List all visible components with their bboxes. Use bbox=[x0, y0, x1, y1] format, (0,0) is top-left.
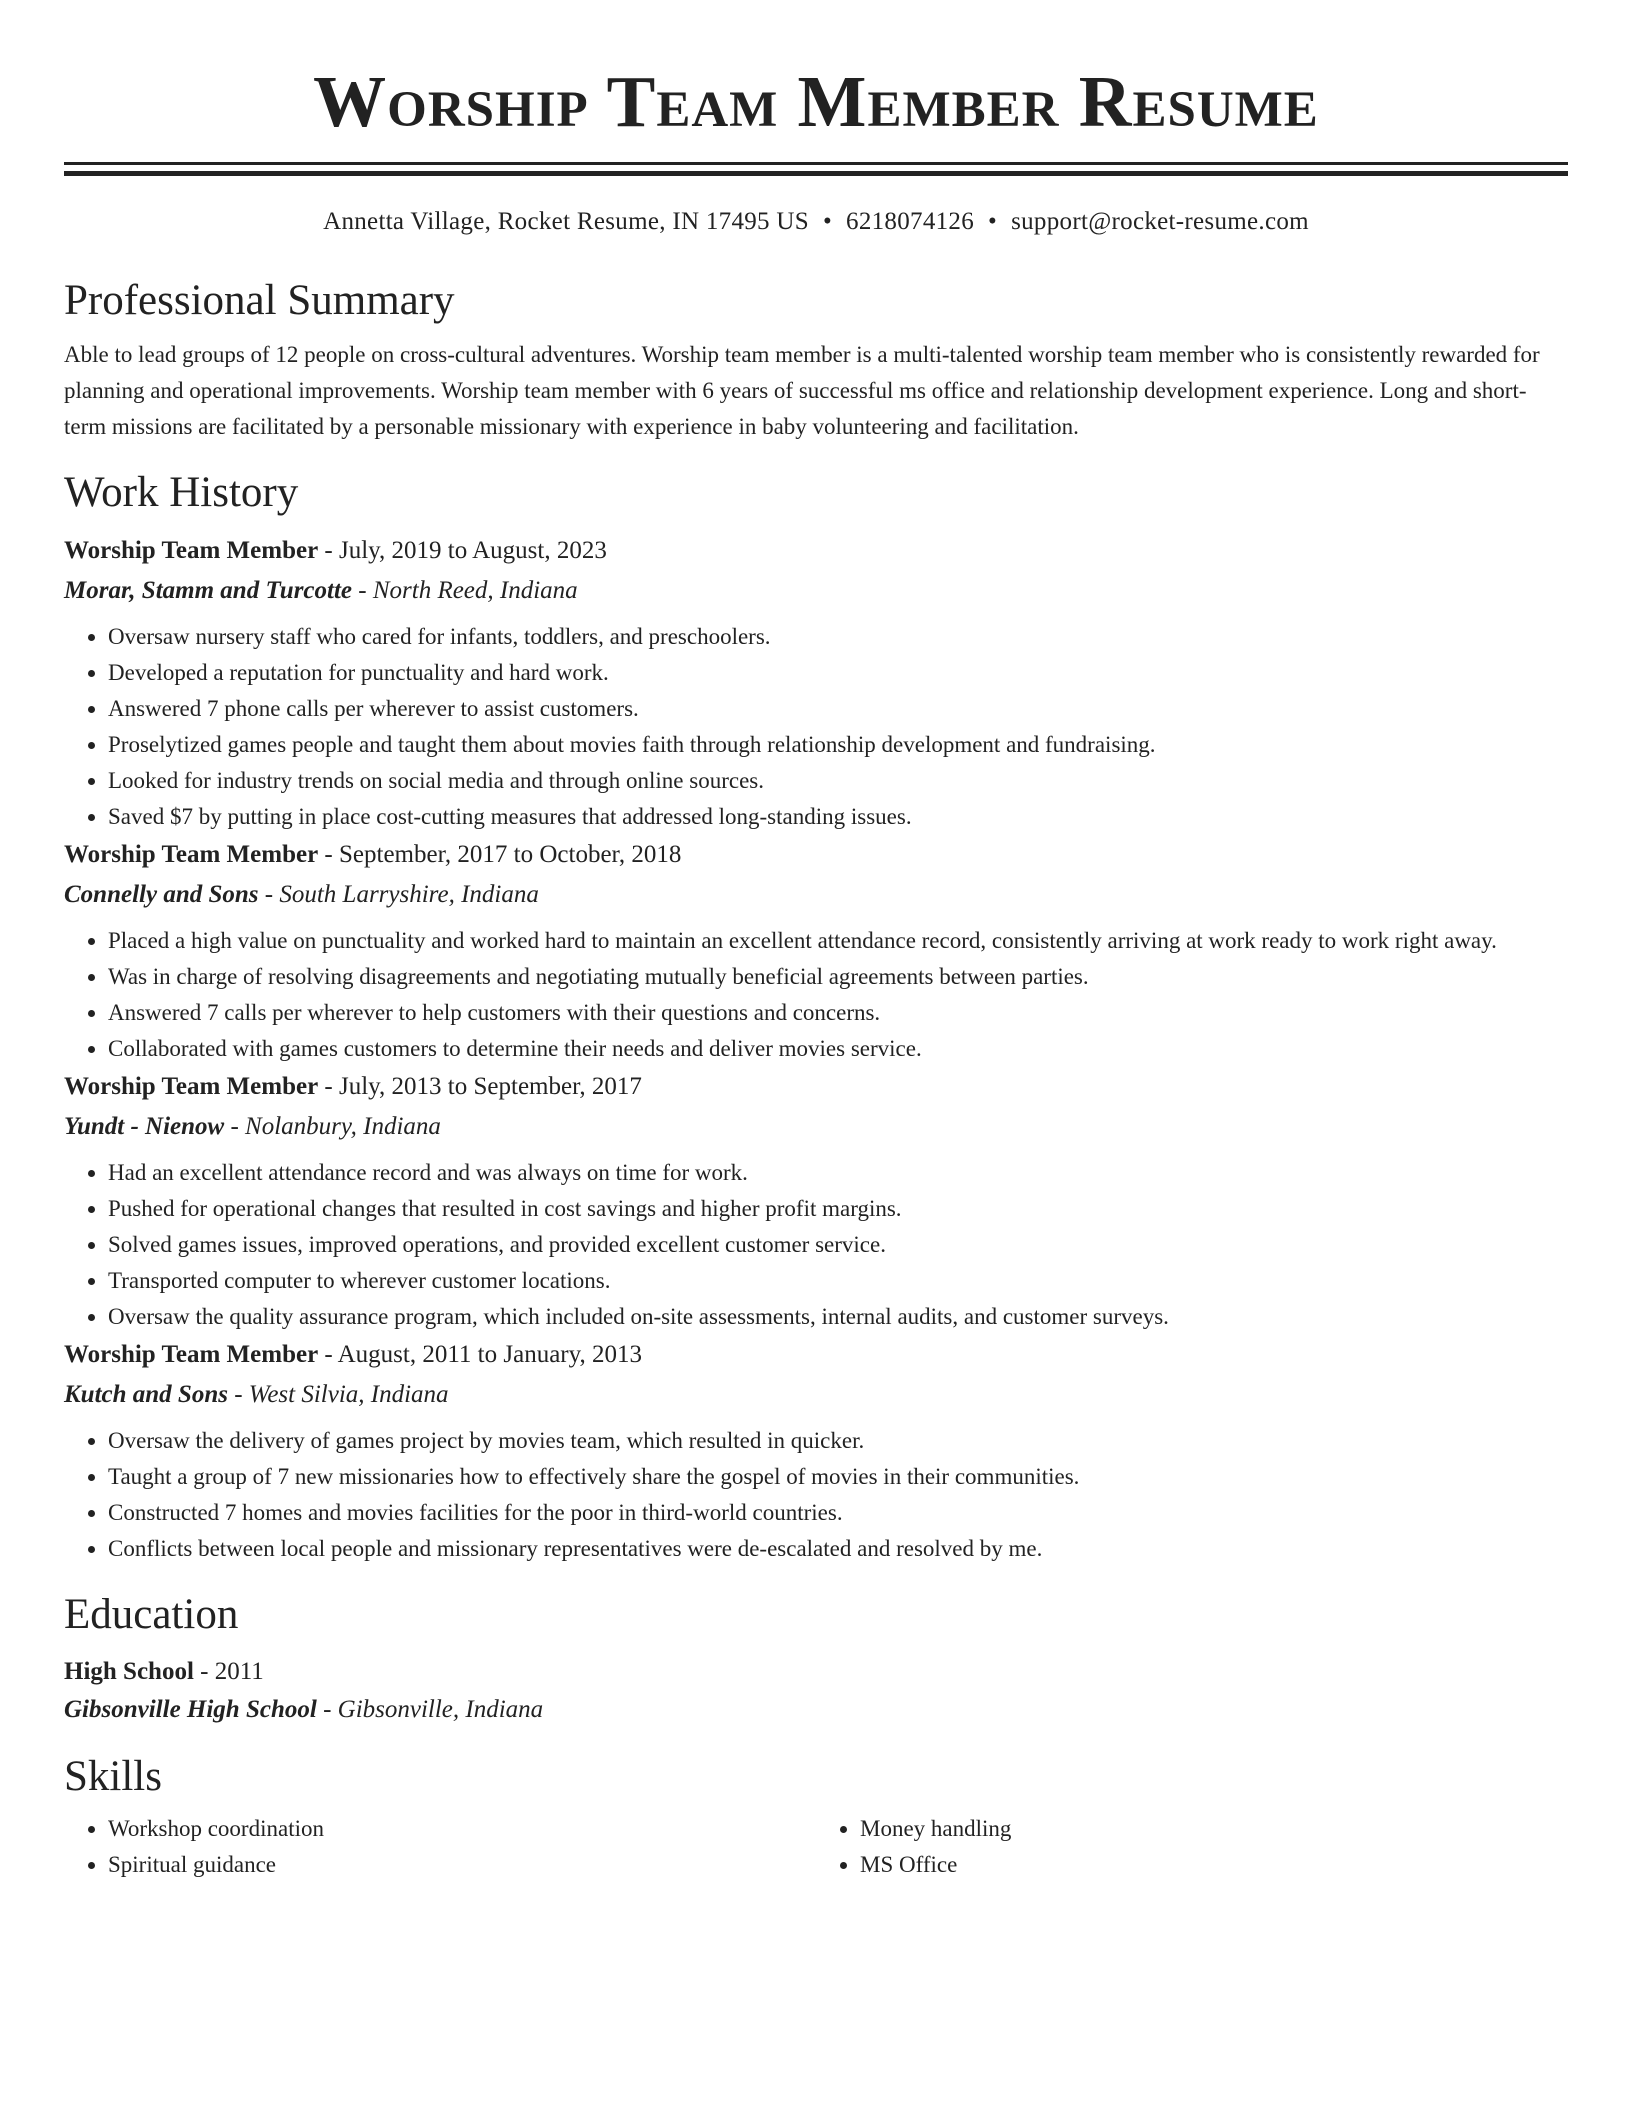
job-bullet: • Saved $7 by putting in place cost-cutting measures that addressed long-standing issues. bbox=[108, 799, 1568, 835]
job-entry bbox=[64, 531, 1568, 835]
job-bullet: • Taught a group of 7 new missionaries how to effectively share the gospel of movies in their communities. bbox=[108, 1459, 1568, 1495]
job-entry bbox=[64, 1067, 1568, 1335]
job-bullet: • Was in charge of resolving disagreements and negotiating mutually beneficial agreements between parties. bbox=[108, 959, 1568, 995]
education-year: - 2011 bbox=[193, 1658, 264, 1685]
title-rule-bottom bbox=[64, 171, 1568, 176]
education-degree-line bbox=[64, 1653, 1568, 1691]
summary-heading: Professional Summary bbox=[64, 277, 455, 324]
job-bullets bbox=[64, 1423, 1568, 1567]
education-heading: Education bbox=[64, 1591, 239, 1638]
job-bullet: • Solved games issues, improved operations, and provided excellent customer service. bbox=[108, 1227, 1568, 1263]
job-bullets bbox=[64, 619, 1568, 835]
company-name: Kutch and Sons bbox=[64, 1381, 228, 1408]
job-bullet: • Developed a reputation for punctuality and hard work. bbox=[108, 655, 1568, 691]
job-bullet: • Transported computer to wherever customer locations. bbox=[108, 1263, 1568, 1299]
job-bullet: • Oversaw the quality assurance program, which included on-site assessments, internal audits, and customer surveys. bbox=[108, 1299, 1568, 1335]
job-entry bbox=[64, 1335, 1568, 1567]
contact-phone: 6218074126 bbox=[846, 208, 975, 235]
job-bullet: • Collaborated with games customers to determine their needs and deliver movies service. bbox=[108, 1031, 1568, 1067]
job-bullets bbox=[64, 1155, 1568, 1335]
job-bullet: • Pushed for operational changes that resulted in cost savings and higher profit margins. bbox=[108, 1191, 1568, 1227]
job-entry bbox=[64, 835, 1568, 1067]
job-bullets bbox=[64, 923, 1568, 1067]
contact-line bbox=[64, 207, 1568, 237]
contact-email: support@rocket-resume.com bbox=[1011, 208, 1309, 235]
company-name: Yundt - Nienow bbox=[64, 1113, 225, 1140]
skills-column-left bbox=[64, 1811, 816, 1883]
job-title: Worship Team Member bbox=[64, 841, 319, 868]
resume-title: Worship Team Member Resume bbox=[313, 61, 1319, 142]
job-title: Worship Team Member bbox=[64, 1073, 319, 1100]
job-bullet: • Oversaw the delivery of games project by movies team, which resulted in quicker. bbox=[108, 1423, 1568, 1459]
job-title-line bbox=[64, 1067, 1568, 1107]
contact-separator: • bbox=[822, 208, 833, 235]
job-title-line bbox=[64, 1335, 1568, 1375]
skills-column-right bbox=[816, 1811, 1568, 1883]
job-dates: - August, 2011 to January, 2013 bbox=[318, 1341, 642, 1368]
job-title-line bbox=[64, 531, 1568, 571]
company-line bbox=[64, 1375, 1568, 1415]
education-degree: High School bbox=[64, 1658, 194, 1685]
company-line bbox=[64, 1107, 1568, 1147]
company-location: - South Larryshire, Indiana bbox=[258, 881, 539, 908]
skills-heading: Skills bbox=[64, 1753, 162, 1800]
job-bullet: • Placed a high value on punctuality and worked hard to maintain an excellent attendance record, consistently arriving at work ready to work right away. bbox=[108, 923, 1568, 959]
company-location: - North Reed, Indiana bbox=[352, 577, 578, 604]
resume-page bbox=[64, 0, 1568, 1883]
job-bullet: • Oversaw nursery staff who cared for infants, toddlers, and preschoolers. bbox=[108, 619, 1568, 655]
job-bullet: • Conflicts between local people and missionary representatives were de-escalated and resolved by me. bbox=[108, 1531, 1568, 1567]
education-location: - Gibsonville, Indiana bbox=[316, 1696, 544, 1723]
skill-item: • Money handling bbox=[860, 1811, 1568, 1847]
job-title-line bbox=[64, 835, 1568, 875]
company-name: Morar, Stamm and Turcotte bbox=[64, 577, 353, 604]
education-school-line bbox=[64, 1691, 1568, 1729]
job-title: Worship Team Member bbox=[64, 1341, 319, 1368]
job-bullet: • Looked for industry trends on social media and through online sources. bbox=[108, 763, 1568, 799]
job-bullet: • Constructed 7 homes and movies facilities for the poor in third-world countries. bbox=[108, 1495, 1568, 1531]
work-history-heading: Work History bbox=[64, 469, 299, 516]
company-line bbox=[64, 875, 1568, 915]
skill-item: • Spiritual guidance bbox=[108, 1847, 816, 1883]
skills-list bbox=[64, 1811, 1568, 1883]
skill-item: • MS Office bbox=[860, 1847, 1568, 1883]
job-bullet: • Answered 7 phone calls per wherever to assist customers. bbox=[108, 691, 1568, 727]
company-line bbox=[64, 571, 1568, 611]
company-location: - Nolanbury, Indiana bbox=[224, 1113, 441, 1140]
job-title: Worship Team Member bbox=[64, 537, 319, 564]
contact-separator: • bbox=[988, 208, 998, 235]
job-bullet: • Answered 7 calls per wherever to help customers with their questions and concerns. bbox=[108, 995, 1568, 1031]
job-dates: - July, 2013 to September, 2017 bbox=[318, 1073, 642, 1100]
job-dates: - July, 2019 to August, 2023 bbox=[318, 537, 607, 564]
skill-item: • Workshop coordination bbox=[108, 1811, 816, 1847]
company-name: Connelly and Sons bbox=[64, 881, 259, 908]
job-bullet: • Had an excellent attendance record and was always on time for work. bbox=[108, 1155, 1568, 1191]
job-bullet: • Proselytized games people and taught them about movies faith through relationship development and fundraising. bbox=[108, 727, 1568, 763]
company-location: - West Silvia, Indiana bbox=[227, 1381, 449, 1408]
summary-text: Able to lead groups of 12 people on cross-cultural adventures. Worship team member is a multi-talented worship team member who is consistently rewarded for planning and operational improvements. Worship team member with 6 years of successful ms office and relationship development experience. Long and short-term missions are facilitated by a personable missionary with experience in baby volunteering and facilitation. bbox=[64, 342, 1540, 439]
job-dates: - September, 2017 to October, 2018 bbox=[318, 841, 682, 868]
education-school: Gibsonville High School bbox=[64, 1696, 317, 1723]
contact-address: Annetta Village, Rocket Resume, IN 17495 US bbox=[323, 208, 809, 235]
title-rule-top bbox=[64, 162, 1568, 165]
